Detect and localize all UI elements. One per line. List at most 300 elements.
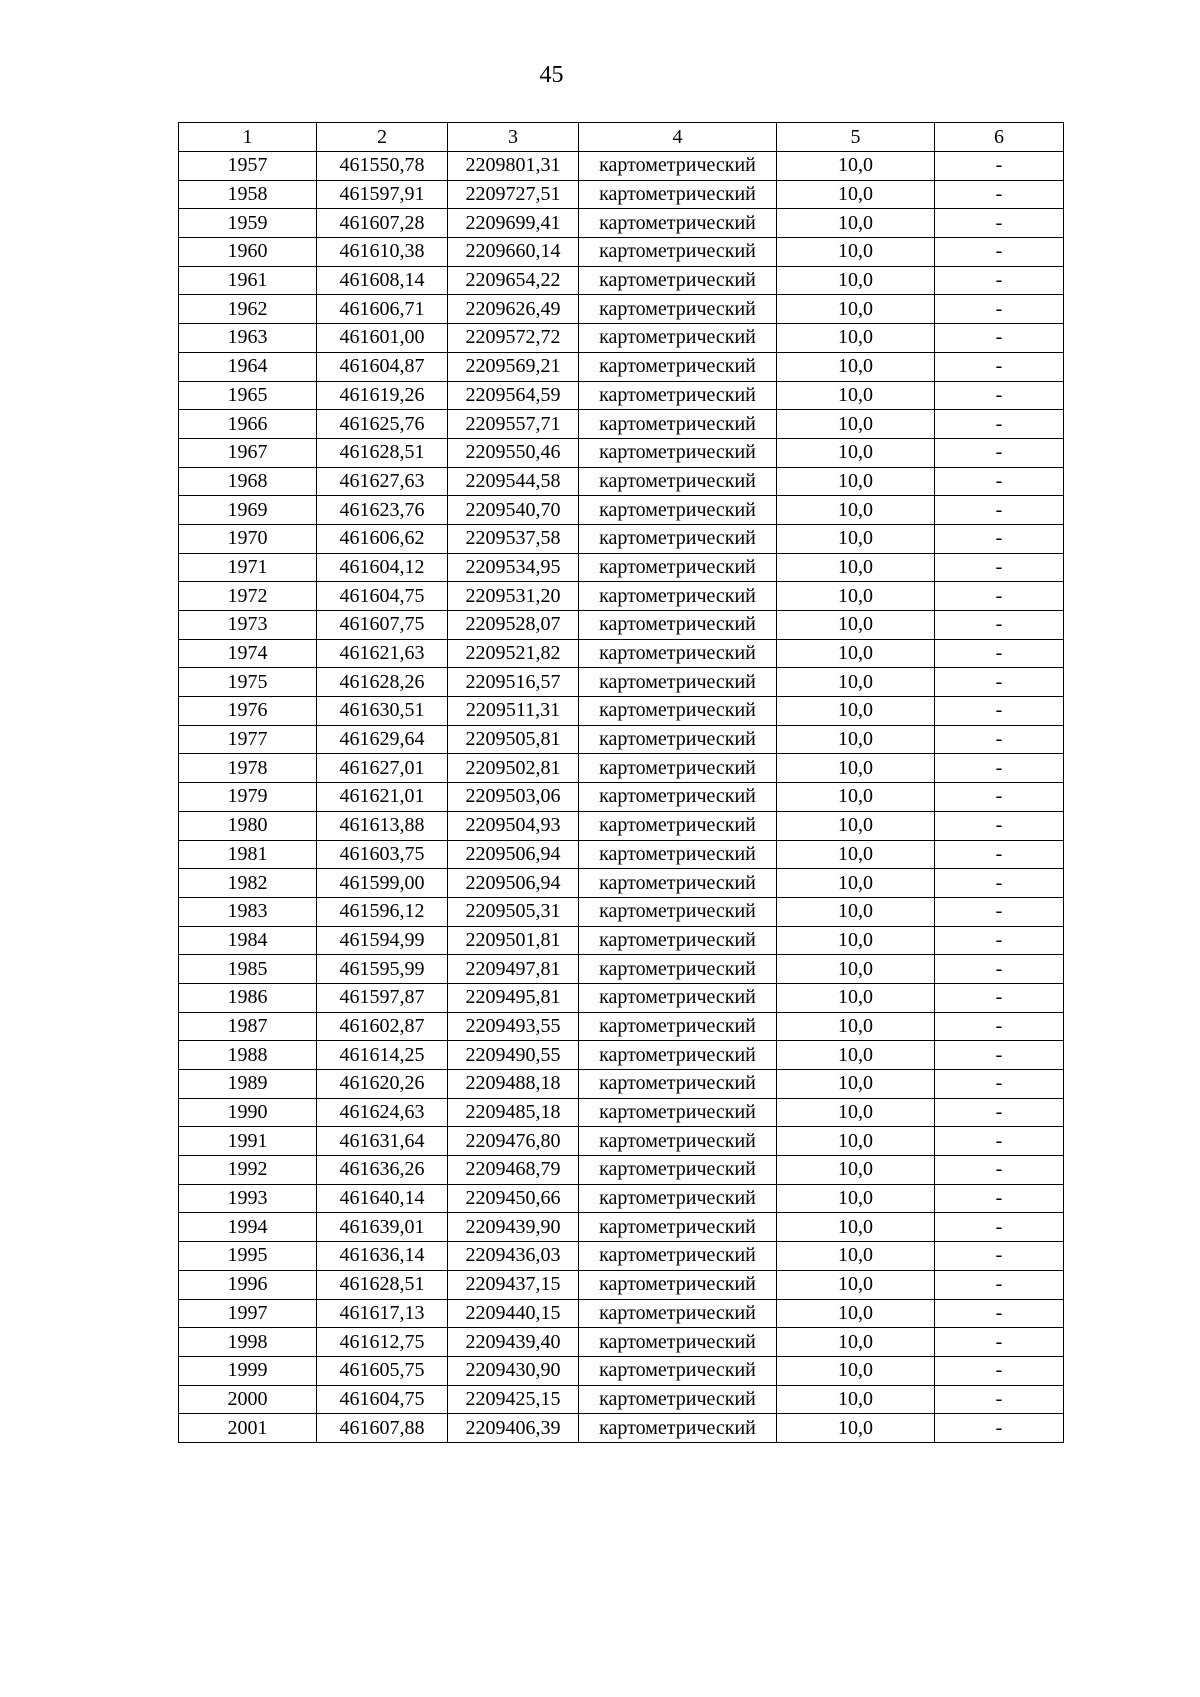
note-cell: - [935,1385,1064,1414]
method-cell: картометрический [579,1184,777,1213]
accuracy-cell: 10,0 [777,926,935,955]
method-cell: картометрический [579,352,777,381]
point-number-cell: 1992 [179,1156,317,1185]
accuracy-cell: 10,0 [777,1156,935,1185]
note-cell: - [935,1012,1064,1041]
note-cell: - [935,467,1064,496]
point-number-cell: 1998 [179,1328,317,1357]
method-cell: картометрический [579,180,777,209]
point-number-cell: 2001 [179,1414,317,1443]
point-number-cell: 1980 [179,811,317,840]
x-coordinate-cell: 461603,75 [317,840,448,869]
table-row [179,1127,1064,1156]
table-row [179,266,1064,295]
point-number-cell: 1991 [179,1127,317,1156]
note-cell: - [935,983,1064,1012]
note-cell: - [935,955,1064,984]
x-coordinate-cell: 461604,87 [317,352,448,381]
column-header: 6 [935,123,1064,152]
x-coordinate-cell: 461604,12 [317,553,448,582]
point-number-cell: 1975 [179,668,317,697]
point-number-cell: 1989 [179,1070,317,1099]
table-row [179,1041,1064,1070]
coordinates-table [178,122,1064,1443]
x-coordinate-cell: 461628,51 [317,1270,448,1299]
point-number-cell: 1976 [179,697,317,726]
method-cell: картометрический [579,1242,777,1271]
method-cell: картометрический [579,496,777,525]
y-coordinate-cell: 2209699,41 [448,209,579,238]
method-cell: картометрический [579,897,777,926]
x-coordinate-cell: 461629,64 [317,725,448,754]
x-coordinate-cell: 461608,14 [317,266,448,295]
table-row [179,811,1064,840]
accuracy-cell: 10,0 [777,180,935,209]
point-number-cell: 1990 [179,1098,317,1127]
y-coordinate-cell: 2209654,22 [448,266,579,295]
x-coordinate-cell: 461550,78 [317,152,448,181]
y-coordinate-cell: 2209406,39 [448,1414,579,1443]
column-header: 4 [579,123,777,152]
y-coordinate-cell: 2209569,21 [448,352,579,381]
table-row [179,754,1064,783]
accuracy-cell: 10,0 [777,496,935,525]
point-number-cell: 1967 [179,438,317,467]
point-number-cell: 1983 [179,897,317,926]
table-body [179,152,1064,1443]
x-coordinate-cell: 461619,26 [317,381,448,410]
note-cell: - [935,1328,1064,1357]
accuracy-cell: 10,0 [777,1414,935,1443]
y-coordinate-cell: 2209468,79 [448,1156,579,1185]
x-coordinate-cell: 461607,28 [317,209,448,238]
y-coordinate-cell: 2209425,15 [448,1385,579,1414]
accuracy-cell: 10,0 [777,582,935,611]
note-cell: - [935,783,1064,812]
y-coordinate-cell: 2209490,55 [448,1041,579,1070]
point-number-cell: 1969 [179,496,317,525]
page-number: 45 [539,62,564,88]
y-coordinate-cell: 2209439,90 [448,1213,579,1242]
note-cell: - [935,697,1064,726]
y-coordinate-cell: 2209531,20 [448,582,579,611]
y-coordinate-cell: 2209504,93 [448,811,579,840]
table-row [179,524,1064,553]
y-coordinate-cell: 2209506,94 [448,869,579,898]
accuracy-cell: 10,0 [777,295,935,324]
method-cell: картометрический [579,668,777,697]
table-row [179,955,1064,984]
table-row [179,496,1064,525]
note-cell: - [935,840,1064,869]
method-cell: картометрический [579,1356,777,1385]
note-cell: - [935,524,1064,553]
accuracy-cell: 10,0 [777,783,935,812]
accuracy-cell: 10,0 [777,1213,935,1242]
x-coordinate-cell: 461630,51 [317,697,448,726]
accuracy-cell: 10,0 [777,869,935,898]
x-coordinate-cell: 461606,62 [317,524,448,553]
point-number-cell: 1957 [179,152,317,181]
x-coordinate-cell: 461625,76 [317,410,448,439]
y-coordinate-cell: 2209440,15 [448,1299,579,1328]
y-coordinate-cell: 2209528,07 [448,611,579,640]
table-row [179,1414,1064,1443]
point-number-cell: 1970 [179,524,317,553]
accuracy-cell: 10,0 [777,897,935,926]
y-coordinate-cell: 2209450,66 [448,1184,579,1213]
note-cell: - [935,1127,1064,1156]
note-cell: - [935,725,1064,754]
column-header: 2 [317,123,448,152]
y-coordinate-cell: 2209660,14 [448,238,579,267]
accuracy-cell: 10,0 [777,725,935,754]
y-coordinate-cell: 2209437,15 [448,1270,579,1299]
method-cell: картометрический [579,1070,777,1099]
x-coordinate-cell: 461599,00 [317,869,448,898]
method-cell: картометрический [579,1299,777,1328]
note-cell: - [935,639,1064,668]
x-coordinate-cell: 461604,75 [317,582,448,611]
x-coordinate-cell: 461605,75 [317,1356,448,1385]
table-header-row [179,123,1064,152]
table-row [179,1385,1064,1414]
note-cell: - [935,1098,1064,1127]
table-row [179,611,1064,640]
table-row [179,725,1064,754]
x-coordinate-cell: 461639,01 [317,1213,448,1242]
y-coordinate-cell: 2209502,81 [448,754,579,783]
note-cell: - [935,611,1064,640]
note-cell: - [935,926,1064,955]
note-cell: - [935,1299,1064,1328]
y-coordinate-cell: 2209537,58 [448,524,579,553]
y-coordinate-cell: 2209501,81 [448,926,579,955]
table-row [179,553,1064,582]
accuracy-cell: 10,0 [777,1385,935,1414]
y-coordinate-cell: 2209521,82 [448,639,579,668]
point-number-cell: 1962 [179,295,317,324]
x-coordinate-cell: 461636,26 [317,1156,448,1185]
method-cell: картометрический [579,1098,777,1127]
note-cell: - [935,553,1064,582]
accuracy-cell: 10,0 [777,1012,935,1041]
table-row [179,668,1064,697]
note-cell: - [935,811,1064,840]
method-cell: картометрический [579,152,777,181]
note-cell: - [935,295,1064,324]
accuracy-cell: 10,0 [777,1184,935,1213]
method-cell: картометрический [579,524,777,553]
note-cell: - [935,266,1064,295]
x-coordinate-cell: 461627,63 [317,467,448,496]
point-number-cell: 1995 [179,1242,317,1271]
point-number-cell: 1958 [179,180,317,209]
table-row [179,1213,1064,1242]
accuracy-cell: 10,0 [777,1356,935,1385]
accuracy-cell: 10,0 [777,840,935,869]
y-coordinate-cell: 2209439,40 [448,1328,579,1357]
column-header: 5 [777,123,935,152]
y-coordinate-cell: 2209495,81 [448,983,579,1012]
accuracy-cell: 10,0 [777,983,935,1012]
table-row [179,1070,1064,1099]
method-cell: картометрический [579,639,777,668]
note-cell: - [935,1156,1064,1185]
method-cell: картометрический [579,869,777,898]
accuracy-cell: 10,0 [777,697,935,726]
table-row [179,1328,1064,1357]
note-cell: - [935,352,1064,381]
accuracy-cell: 10,0 [777,524,935,553]
method-cell: картометрический [579,1414,777,1443]
table-row [179,840,1064,869]
y-coordinate-cell: 2209572,72 [448,324,579,353]
point-number-cell: 1961 [179,266,317,295]
accuracy-cell: 10,0 [777,467,935,496]
point-number-cell: 1986 [179,983,317,1012]
point-number-cell: 1982 [179,869,317,898]
y-coordinate-cell: 2209503,06 [448,783,579,812]
method-cell: картометрический [579,1156,777,1185]
method-cell: картометрический [579,266,777,295]
y-coordinate-cell: 2209557,71 [448,410,579,439]
x-coordinate-cell: 461601,00 [317,324,448,353]
note-cell: - [935,381,1064,410]
note-cell: - [935,238,1064,267]
method-cell: картометрический [579,926,777,955]
method-cell: картометрический [579,582,777,611]
x-coordinate-cell: 461602,87 [317,1012,448,1041]
y-coordinate-cell: 2209497,81 [448,955,579,984]
accuracy-cell: 10,0 [777,553,935,582]
table-row [179,381,1064,410]
method-cell: картометрический [579,467,777,496]
note-cell: - [935,668,1064,697]
y-coordinate-cell: 2209511,31 [448,697,579,726]
x-coordinate-cell: 461614,25 [317,1041,448,1070]
method-cell: картометрический [579,209,777,238]
point-number-cell: 1965 [179,381,317,410]
table-row [179,152,1064,181]
method-cell: картометрический [579,438,777,467]
x-coordinate-cell: 461604,75 [317,1385,448,1414]
method-cell: картометрический [579,725,777,754]
y-coordinate-cell: 2209485,18 [448,1098,579,1127]
y-coordinate-cell: 2209544,58 [448,467,579,496]
x-coordinate-cell: 461594,99 [317,926,448,955]
method-cell: картометрический [579,754,777,783]
table-row [179,1356,1064,1385]
accuracy-cell: 10,0 [777,611,935,640]
accuracy-cell: 10,0 [777,639,935,668]
y-coordinate-cell: 2209516,57 [448,668,579,697]
point-number-cell: 1973 [179,611,317,640]
method-cell: картометрический [579,983,777,1012]
x-coordinate-cell: 461620,26 [317,1070,448,1099]
table-row [179,295,1064,324]
table-row [179,1242,1064,1271]
y-coordinate-cell: 2209505,81 [448,725,579,754]
note-cell: - [935,180,1064,209]
method-cell: картометрический [579,1385,777,1414]
method-cell: картометрический [579,295,777,324]
y-coordinate-cell: 2209493,55 [448,1012,579,1041]
x-coordinate-cell: 461606,71 [317,295,448,324]
x-coordinate-cell: 461612,75 [317,1328,448,1357]
x-coordinate-cell: 461628,51 [317,438,448,467]
x-coordinate-cell: 461621,63 [317,639,448,668]
accuracy-cell: 10,0 [777,1041,935,1070]
accuracy-cell: 10,0 [777,152,935,181]
note-cell: - [935,324,1064,353]
point-number-cell: 1981 [179,840,317,869]
note-cell: - [935,1414,1064,1443]
point-number-cell: 1963 [179,324,317,353]
accuracy-cell: 10,0 [777,266,935,295]
note-cell: - [935,152,1064,181]
table-row [179,352,1064,381]
table-row [179,582,1064,611]
table-row [179,639,1064,668]
accuracy-cell: 10,0 [777,438,935,467]
y-coordinate-cell: 2209430,90 [448,1356,579,1385]
y-coordinate-cell: 2209550,46 [448,438,579,467]
accuracy-cell: 10,0 [777,209,935,238]
note-cell: - [935,1270,1064,1299]
point-number-cell: 1984 [179,926,317,955]
y-coordinate-cell: 2209534,95 [448,553,579,582]
method-cell: картометрический [579,697,777,726]
note-cell: - [935,1041,1064,1070]
x-coordinate-cell: 461617,13 [317,1299,448,1328]
method-cell: картометрический [579,324,777,353]
accuracy-cell: 10,0 [777,1070,935,1099]
accuracy-cell: 10,0 [777,1328,935,1357]
point-number-cell: 1966 [179,410,317,439]
accuracy-cell: 10,0 [777,754,935,783]
y-coordinate-cell: 2209727,51 [448,180,579,209]
table-row [179,238,1064,267]
point-number-cell: 1978 [179,754,317,783]
y-coordinate-cell: 2209626,49 [448,295,579,324]
point-number-cell: 1988 [179,1041,317,1070]
x-coordinate-cell: 461607,75 [317,611,448,640]
table-row [179,324,1064,353]
method-cell: картометрический [579,1041,777,1070]
point-number-cell: 1993 [179,1184,317,1213]
accuracy-cell: 10,0 [777,1270,935,1299]
method-cell: картометрический [579,1012,777,1041]
point-number-cell: 2000 [179,1385,317,1414]
x-coordinate-cell: 461621,01 [317,783,448,812]
method-cell: картометрический [579,1328,777,1357]
x-coordinate-cell: 461628,26 [317,668,448,697]
x-coordinate-cell: 461624,63 [317,1098,448,1127]
point-number-cell: 1974 [179,639,317,668]
point-number-cell: 1960 [179,238,317,267]
note-cell: - [935,582,1064,611]
table-row [179,467,1064,496]
y-coordinate-cell: 2209488,18 [448,1070,579,1099]
table-row [179,410,1064,439]
note-cell: - [935,869,1064,898]
table-row [179,697,1064,726]
note-cell: - [935,1070,1064,1099]
point-number-cell: 1959 [179,209,317,238]
method-cell: картометрический [579,238,777,267]
point-number-cell: 1964 [179,352,317,381]
note-cell: - [935,754,1064,783]
note-cell: - [935,1184,1064,1213]
accuracy-cell: 10,0 [777,1299,935,1328]
accuracy-cell: 10,0 [777,410,935,439]
table-row [179,1299,1064,1328]
accuracy-cell: 10,0 [777,955,935,984]
table-row [179,783,1064,812]
point-number-cell: 1977 [179,725,317,754]
column-header: 3 [448,123,579,152]
point-number-cell: 1968 [179,467,317,496]
x-coordinate-cell: 461623,76 [317,496,448,525]
note-cell: - [935,897,1064,926]
y-coordinate-cell: 2209436,03 [448,1242,579,1271]
note-cell: - [935,1356,1064,1385]
table-row [179,1098,1064,1127]
x-coordinate-cell: 461596,12 [317,897,448,926]
accuracy-cell: 10,0 [777,1127,935,1156]
method-cell: картометрический [579,381,777,410]
table-row [179,897,1064,926]
method-cell: картометрический [579,1213,777,1242]
x-coordinate-cell: 461627,01 [317,754,448,783]
method-cell: картометрический [579,811,777,840]
method-cell: картометрический [579,955,777,984]
point-number-cell: 1972 [179,582,317,611]
x-coordinate-cell: 461610,38 [317,238,448,267]
table-row [179,926,1064,955]
note-cell: - [935,1213,1064,1242]
table-row [179,983,1064,1012]
column-header: 1 [179,123,317,152]
x-coordinate-cell: 461597,87 [317,983,448,1012]
y-coordinate-cell: 2209564,59 [448,381,579,410]
point-number-cell: 1985 [179,955,317,984]
table-row [179,438,1064,467]
method-cell: картометрический [579,783,777,812]
y-coordinate-cell: 2209506,94 [448,840,579,869]
point-number-cell: 1999 [179,1356,317,1385]
accuracy-cell: 10,0 [777,668,935,697]
x-coordinate-cell: 461613,88 [317,811,448,840]
x-coordinate-cell: 461640,14 [317,1184,448,1213]
x-coordinate-cell: 461607,88 [317,1414,448,1443]
accuracy-cell: 10,0 [777,352,935,381]
table-row [179,1184,1064,1213]
accuracy-cell: 10,0 [777,1098,935,1127]
x-coordinate-cell: 461631,64 [317,1127,448,1156]
point-number-cell: 1996 [179,1270,317,1299]
note-cell: - [935,209,1064,238]
accuracy-cell: 10,0 [777,324,935,353]
table-row [179,180,1064,209]
method-cell: картометрический [579,1127,777,1156]
y-coordinate-cell: 2209476,80 [448,1127,579,1156]
point-number-cell: 1971 [179,553,317,582]
method-cell: картометрический [579,1270,777,1299]
note-cell: - [935,496,1064,525]
x-coordinate-cell: 461595,99 [317,955,448,984]
